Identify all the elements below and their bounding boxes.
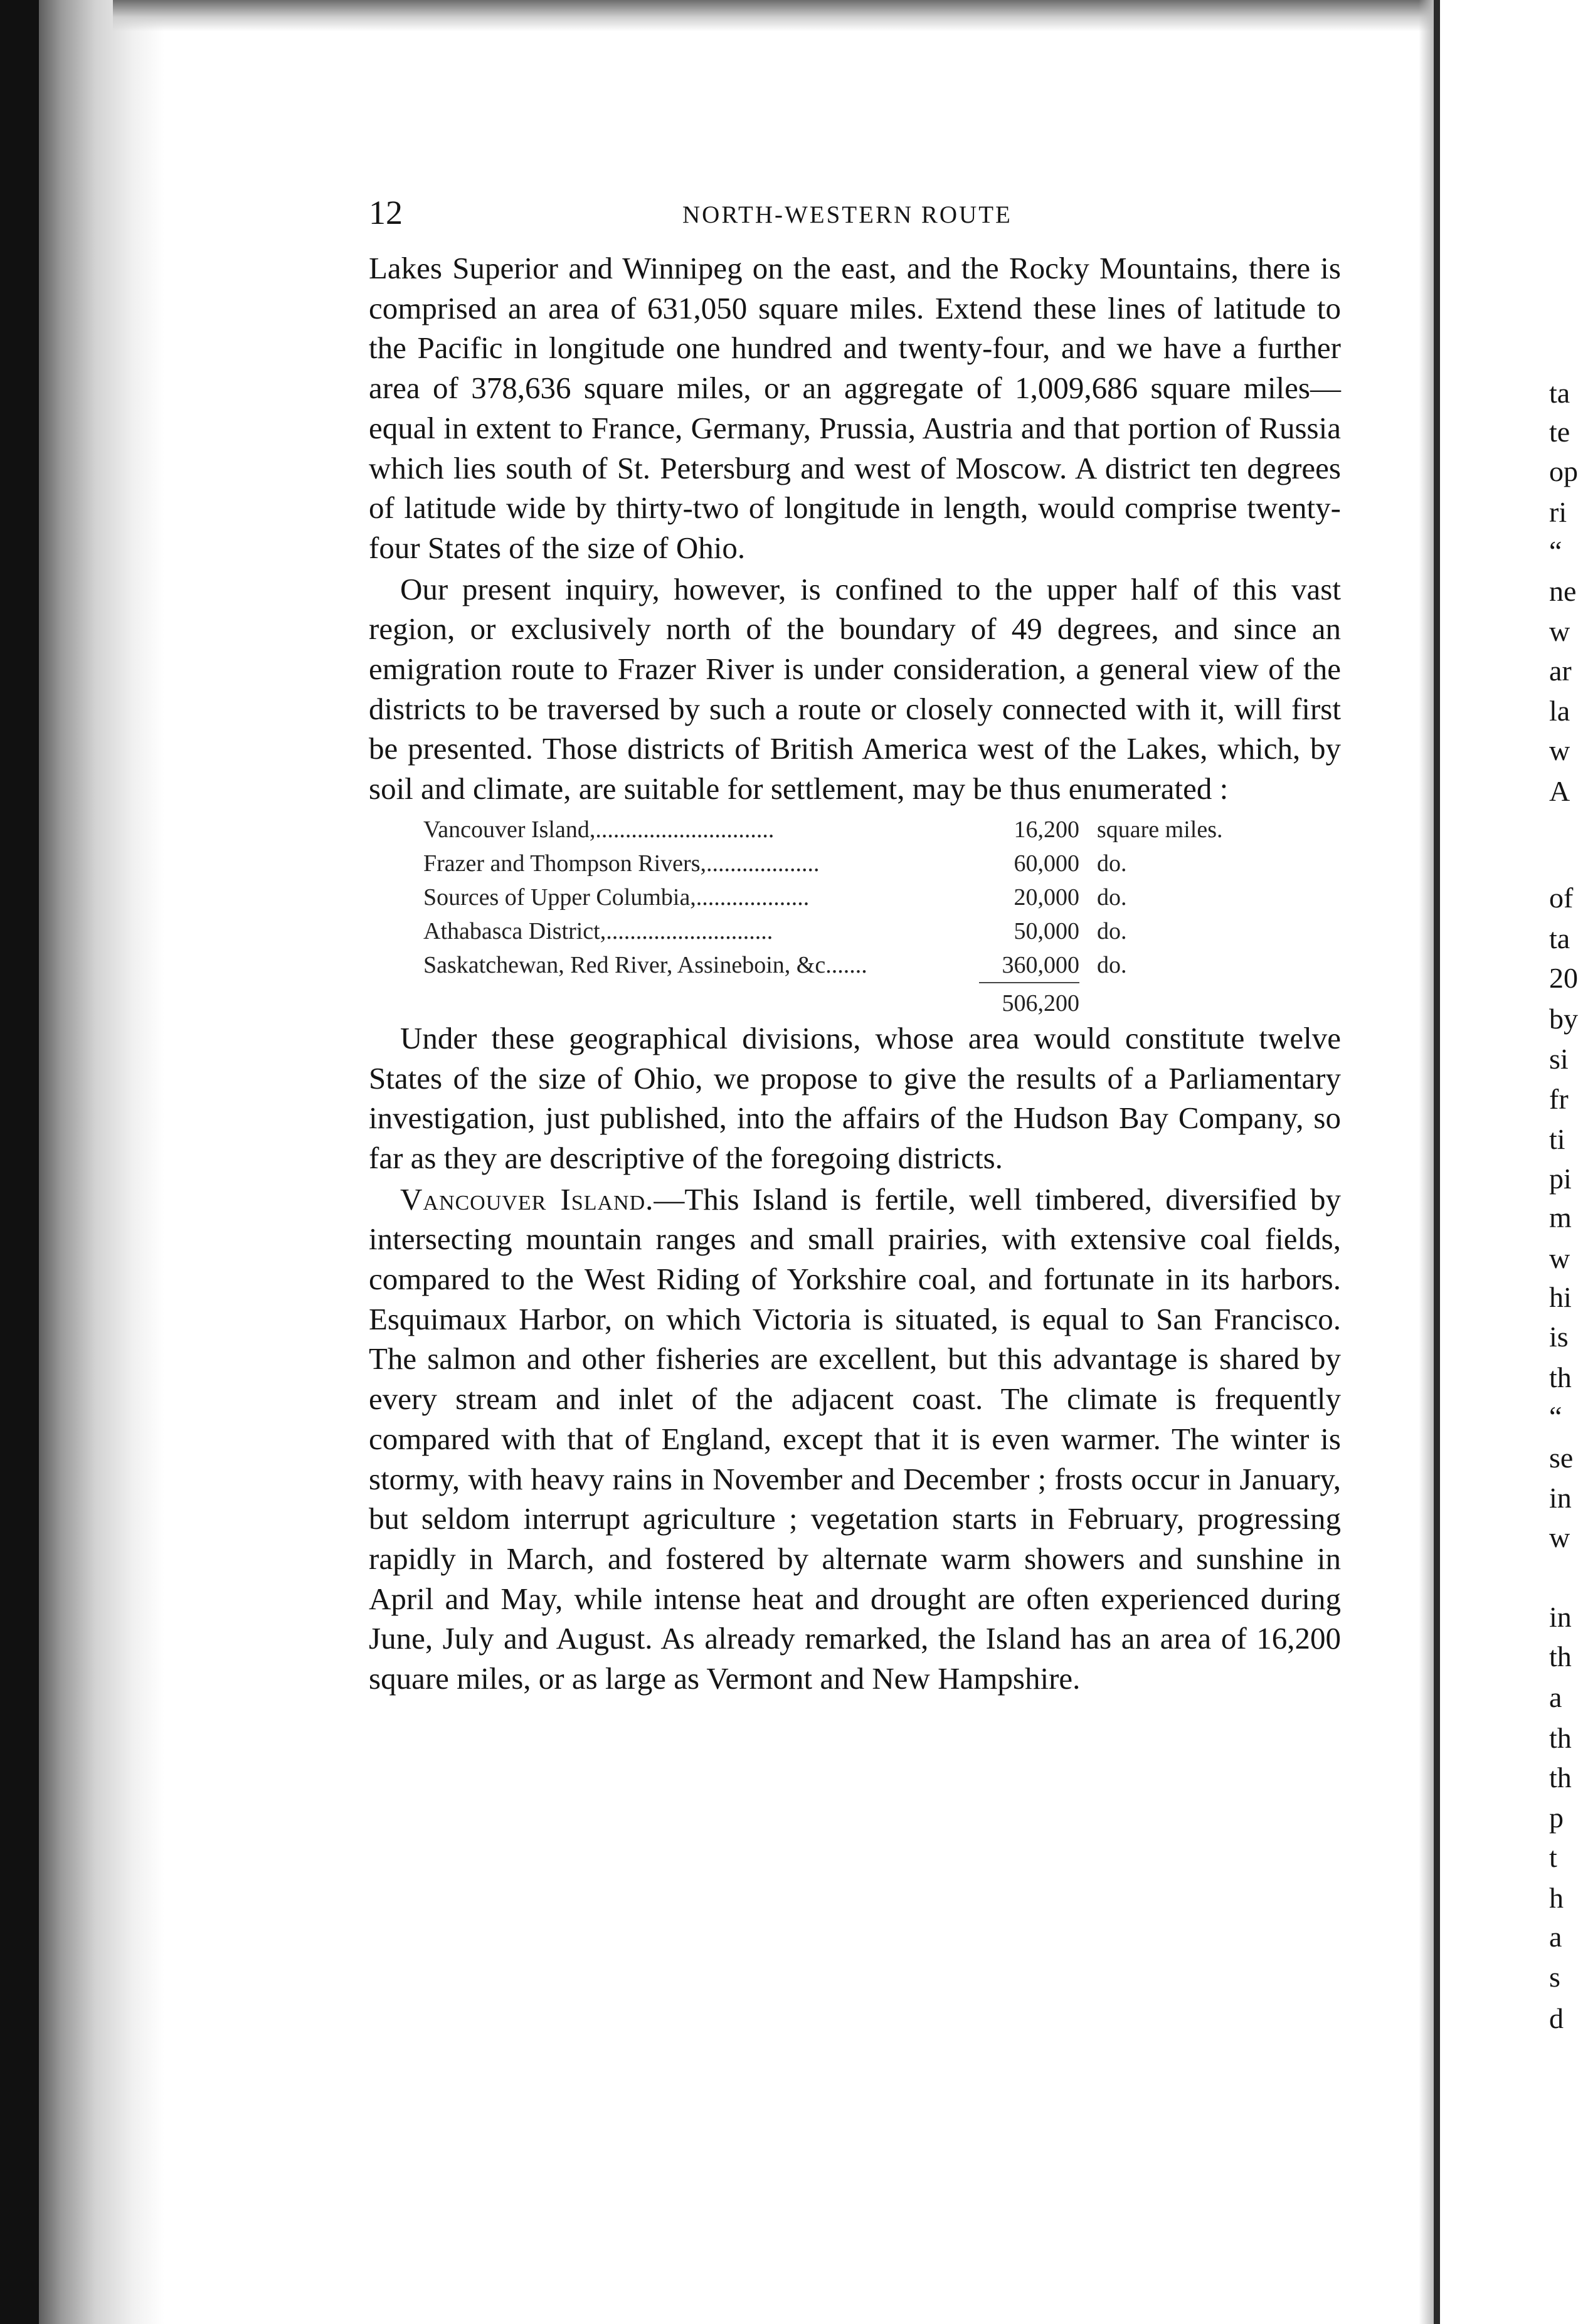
page-number: 12 <box>369 194 403 231</box>
paragraph-geographical-divisions: Under these geographical divisions, whose area would constitute twelve States of the size of Ohio, we propose to give the results of a Parliamentary investigation, just published, into the affairs of the Hudson Bay Company, so far as they are descriptive of the foregoing districts. <box>369 1020 1341 1175</box>
gutter-shading <box>1419 0 1434 2324</box>
page-edge-shading <box>39 0 164 2324</box>
paragraph-vancouver-island <box>369 1180 1341 1699</box>
next-page-fragment: th <box>1549 1722 1572 1754</box>
next-page-fragment: ti <box>1549 1123 1565 1155</box>
page-header <box>369 179 1341 248</box>
district-name: Athabasca District,............................ <box>423 917 773 944</box>
district-area: 16,200 <box>1014 816 1079 843</box>
page-content <box>369 179 1341 1699</box>
next-page-fragment: a <box>1549 1681 1562 1713</box>
district-area: 60,000 <box>1014 850 1079 877</box>
top-edge-shading <box>113 0 1436 31</box>
district-area: 20,000 <box>1014 884 1079 911</box>
next-page-sliver <box>1549 0 1583 2324</box>
next-page-fragment: of <box>1549 882 1574 914</box>
next-page-fragment: ne <box>1549 575 1577 607</box>
district-name: Frazer and Thompson Rivers,................... <box>423 850 820 877</box>
next-page-fragment: p <box>1549 1802 1564 1834</box>
district-row <box>423 948 1223 983</box>
next-page-fragment: A <box>1549 775 1570 807</box>
next-page-fragment: 20 <box>1549 962 1578 994</box>
districts-table <box>423 813 1223 1017</box>
next-page-fragment: fr <box>1549 1083 1569 1115</box>
running-title: NORTH-WESTERN ROUTE <box>682 201 1012 228</box>
next-page-fragment: ar <box>1549 655 1572 687</box>
next-page-fragment: pi <box>1549 1163 1572 1195</box>
next-page-fragment: by <box>1549 1003 1578 1035</box>
district-unit: do. <box>1097 850 1127 877</box>
page-gutter <box>1434 0 1440 2324</box>
next-page-fragment: th <box>1549 1761 1572 1793</box>
district-unit: do. <box>1097 884 1127 911</box>
district-area: 360,000 <box>1002 951 1079 978</box>
next-page-fragment: s <box>1549 1961 1560 1993</box>
next-page-fragment: w <box>1549 615 1570 647</box>
binding-shadow <box>0 0 39 2324</box>
districts-total: 506,200 <box>979 983 1079 1017</box>
next-page-fragment: w <box>1549 1242 1570 1274</box>
next-page-fragment: is <box>1549 1321 1569 1353</box>
next-page-fragment: d <box>1549 2002 1564 2034</box>
districts-total-row <box>423 983 1223 1017</box>
district-unit: do. <box>1097 917 1127 944</box>
paragraph-inquiry: Our present inquiry, however, is confined to the upper half of this vast region, or exclusively north of the boundary of 49 degrees, and since an emigration route to Frazer River is under consideration, a general view of the districts to be traversed by such a route or closely connected with it, will first be presented. Those districts of British America west of the Lakes, which, by soil and climate, are suitable for settlement, may be thus enumerated : <box>369 571 1341 806</box>
next-page-fragment: th <box>1549 1361 1572 1393</box>
next-page-fragment: la <box>1549 695 1570 727</box>
next-page-fragment: ta <box>1549 377 1570 409</box>
next-page-fragment: h <box>1549 1882 1564 1914</box>
next-page-fragment: te <box>1549 416 1570 448</box>
next-page-fragment: t <box>1549 1841 1557 1873</box>
next-page-fragment: in <box>1549 1601 1572 1633</box>
next-page-fragment: se <box>1549 1442 1574 1474</box>
district-row <box>423 880 1223 914</box>
next-page-fragment: “ <box>1549 1400 1562 1432</box>
next-page-fragment: ri <box>1549 496 1567 528</box>
paragraph-area-extent: Lakes Superior and Winnipeg on the east, and the Rocky Mountains, there is comprised an area of 631,050 square miles. Extend these lines of latitude to the Pacific in longitude one hundred and twenty-four, and we have a further area of 378,636 square miles, or an aggregate of 1,009,686 square miles—equal in extent to France, Germany, Prussia, Austria and that portion of Russia which lies south of St. Petersburg and west of Moscow. A district ten degrees of latitude wide by thirty-two of longitude in length, would comprise twenty-four States of the size of Ohio. <box>369 251 1341 565</box>
next-page-fragment: m <box>1549 1202 1572 1233</box>
next-page-fragment: si <box>1549 1043 1569 1075</box>
next-page-fragment: op <box>1549 455 1578 487</box>
next-page-fragment: in <box>1549 1482 1572 1514</box>
next-page-fragment: “ <box>1549 535 1562 567</box>
next-page-fragment: hi <box>1549 1281 1572 1313</box>
next-page-fragment: w <box>1549 1521 1570 1553</box>
next-page-fragment: a <box>1549 1921 1562 1953</box>
district-name: Saskatchewan, Red River, Assineboin, &c....... <box>423 952 867 979</box>
district-unit: do. <box>1097 952 1127 979</box>
district-row <box>423 813 1223 847</box>
next-page-fragment: ta <box>1549 922 1570 954</box>
district-area: 50,000 <box>1014 917 1079 944</box>
district-row <box>423 914 1223 948</box>
district-name: Vancouver Island,.............................. <box>423 816 775 843</box>
district-unit: square miles. <box>1097 816 1223 843</box>
next-page-fragment: th <box>1549 1640 1572 1672</box>
district-row <box>423 847 1223 880</box>
district-name: Sources of Upper Columbia,................... <box>423 884 810 911</box>
section-heading-vancouver-island: Vancouver Island. <box>400 1181 654 1217</box>
vancouver-island-text: —This Island is fertile, well timbered, diversified by intersecting mountain ranges and small prairies, with extensive coal fields, compared to the West Riding of Yorkshire coal, and fortunate in its harbors. Esquimaux Harbor, on which Victoria is situated, is equal to San Francisco. The salmon and other fisheries are excellent, but this advantage is shared by every stream and inlet of the adjacent coast. The climate is frequently compared with that of England, except that it is even warmer. The winter is stormy, with heavy rains in November and December ; frosts occur in January, but seldom interrupt agriculture ; vegetation starts in February, progressing rapidly in March, and fostered by alternate warm showers and sunshine in April and May, while intense heat and drought are often experienced during June, July and August. As already remarked, the Island has an area of 16,200 square miles, or as large as Vermont and New Hampshire. <box>369 1181 1342 1696</box>
next-page-fragment: w <box>1549 734 1570 766</box>
